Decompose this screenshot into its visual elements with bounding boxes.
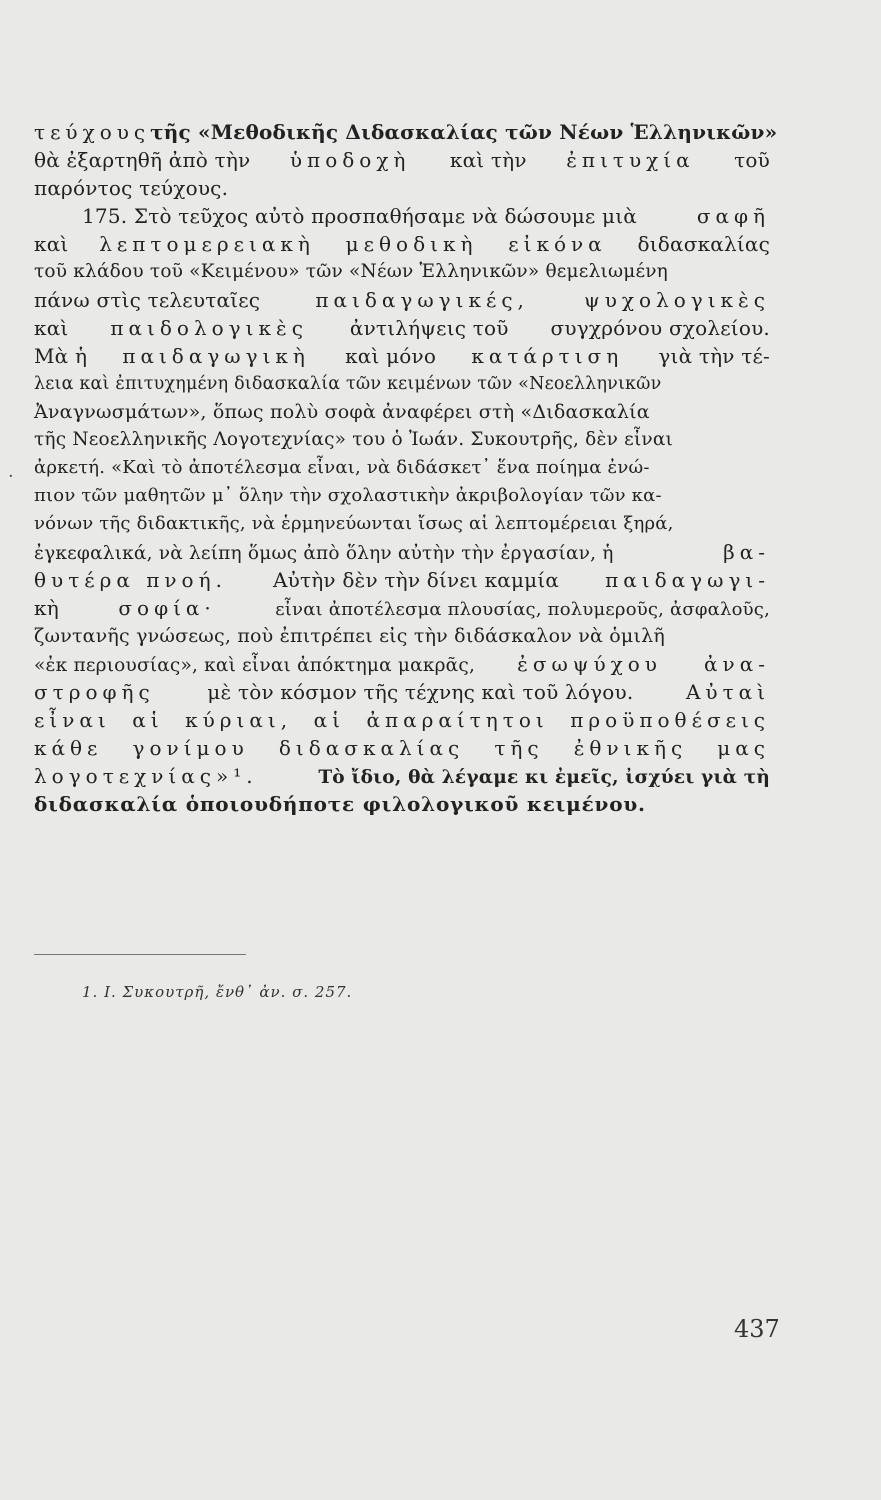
- text-line: [34, 538, 770, 566]
- text-line: [34, 426, 770, 454]
- line-segment: καὶ: [34, 316, 69, 340]
- text-line: [34, 650, 770, 678]
- text-line: [34, 622, 770, 650]
- text-line: [34, 258, 770, 286]
- line-segment: ψυχολογικὲς: [584, 288, 770, 312]
- line-segment: νόνων τῆς διδακτικῆς, νὰ ἑρμηνεύωνται ἴσως αἱ λεπτομέρειαι ξηρά,: [34, 513, 674, 534]
- line-segment: μεθοδικὴ: [345, 232, 478, 256]
- line-segment: τοῦ κλάδου τοῦ «Κειμένου» τῶν «Νέων Ἑλληνικῶν» θεμελιωμένη: [34, 261, 668, 282]
- line-segment: ἐσωψύχου: [517, 652, 662, 676]
- text-line: [34, 314, 770, 342]
- line-segment: «ἐκ περιουσίας», καὶ εἶναι ἀπόκτημα μακρᾶς,: [34, 655, 476, 676]
- page-number: 437: [734, 1315, 780, 1343]
- line-segment: τῆς «Μεθοδικῆς Διδασκαλίας τῶν Νέων Ἑλληνικῶν»: [150, 120, 778, 144]
- line-segment: θυτέρα πνοή.: [34, 568, 227, 592]
- line-segment: παιδαγωγικές,: [315, 288, 529, 312]
- line-segment: διδασκαλία ὁποιουδήποτε φιλολογικοῦ κειμένου.: [34, 792, 646, 816]
- text-line: [34, 146, 770, 174]
- line-segment: κύριαι,: [185, 708, 293, 732]
- text-line: [34, 734, 770, 762]
- line-segment: αἱ: [132, 708, 164, 732]
- footnote-divider: [34, 954, 246, 955]
- line-segment: τῆς Νεοελληνικῆς Λογοτεχνίας» του ὁ Ἰωάν. Συκουτρῆς, δὲν εἶναι: [34, 429, 674, 450]
- line-segment: γιὰ τὴν τέ-: [658, 344, 770, 368]
- line-segment: βα-: [723, 540, 770, 564]
- line-segment: ἀντιλήψεις τοῦ: [349, 316, 509, 340]
- text-line: [34, 286, 770, 314]
- line-segment: παρόντος τεύχους.: [34, 176, 229, 200]
- line-segment: λογοτεχνίας»¹.: [34, 764, 258, 788]
- line-segment: προϋποθέσεις: [570, 708, 770, 732]
- line-segment: σαφῆ: [696, 204, 770, 228]
- page-text: [34, 118, 778, 818]
- line-segment: συγχρόνου σχολείου.: [550, 316, 770, 340]
- text-line: [34, 482, 770, 510]
- text-line: [34, 454, 770, 482]
- line-segment: κὴ: [34, 596, 59, 620]
- text-line: [34, 230, 770, 258]
- line-segment: ἀπαραίτητοι: [366, 708, 549, 732]
- text-line: [34, 342, 770, 370]
- line-segment: Τὸ ἴδιο, θὰ λέγαμε κι ἐμεῖς, ἰσχύει γιὰ τὴ: [318, 767, 770, 788]
- line-segment: στροφῆς: [34, 680, 155, 704]
- line-segment: καὶ: [34, 232, 69, 256]
- line-segment: εἶναι ἀποτέλεσμα πλουσίας, πολυμεροῦς, ἀσφαλοῦς,: [275, 599, 770, 620]
- line-segment: Αὐτὴν δὲν τὴν δίνει καμμία: [272, 568, 560, 592]
- line-segment: διδασκαλίας: [278, 736, 465, 760]
- line-segment: τῆς: [494, 736, 544, 760]
- line-segment: αἱ: [313, 708, 345, 732]
- line-segment: ζωντανῆς γνώσεως, ποὺ ἐπιτρέπει εἰς τὴν διδάσκαλον νὰ ὁμιλῆ: [34, 625, 665, 647]
- binding-mark: ·: [8, 466, 14, 487]
- text-line: [34, 202, 770, 230]
- line-segment: μας: [717, 736, 770, 760]
- line-segment: καὶ μόνο: [345, 344, 437, 368]
- line-segment: τεύχους: [34, 120, 151, 144]
- line-segment: πάνω στὶς τελευταῖες: [34, 288, 261, 312]
- line-segment: διδασκαλίας: [637, 232, 770, 256]
- text-line: [34, 174, 770, 202]
- line-segment: ἐπιτυχία: [566, 148, 695, 172]
- text-line: [34, 678, 770, 706]
- line-segment: παιδαγωγι-: [605, 568, 770, 592]
- line-segment: ὑποδοχὴ: [289, 148, 411, 172]
- line-segment: τοῦ: [734, 148, 770, 172]
- line-segment: εἶναι: [34, 708, 111, 732]
- text-line: [34, 510, 770, 538]
- line-segment: παιδαγωγικὴ: [122, 344, 310, 368]
- text-line: [34, 118, 778, 146]
- text-line: [34, 762, 770, 790]
- text-line: [34, 706, 770, 734]
- text-line: [34, 370, 770, 398]
- line-segment: εἰκόνα: [508, 232, 607, 256]
- footnote: 1. Ι. Συκουτρῆ, ἔνθ᾿ ἀν. σ. 257.: [82, 983, 353, 1001]
- text-line: [34, 594, 770, 622]
- line-segment: γονίμου: [132, 736, 249, 760]
- line-segment: κατάρτιση: [471, 344, 624, 368]
- line-segment: κάθε: [34, 736, 103, 760]
- text-line: [34, 790, 770, 818]
- line-segment: πιον τῶν μαθητῶν μ᾿ ὅλην τὴν σχολαστικὴν ἀκριβολογίαν τῶν κα-: [34, 485, 662, 506]
- line-segment: ἀρκετή. «Καὶ τὸ ἀποτέλεσμα εἶναι, νὰ διδάσκετ᾿ ἕνα ποίημα ἐνώ-: [34, 457, 650, 478]
- line-segment: λεια καὶ ἐπιτυχημένη διδασκαλία τῶν κειμένων τῶν «Νεοελληνικῶν: [34, 374, 662, 394]
- line-segment: ἀνα-: [704, 652, 770, 676]
- line-segment: καὶ τὴν: [449, 148, 527, 172]
- line-segment: σοφία·: [118, 596, 216, 620]
- text-line: [34, 398, 770, 426]
- line-segment: 175. Στὸ τεῦχος αὐτὸ προσπαθήσαμε νὰ δώσουμε μιὰ: [82, 204, 637, 228]
- line-segment: Ἀναγνωσμάτων», ὅπως πολὺ σοφὰ ἀναφέρει στὴ «Διδασκαλία: [34, 401, 650, 423]
- line-segment: ἐθνικῆς: [573, 736, 688, 760]
- line-segment: ἐγκεφαλικά, νὰ λείπη ὅμως ἀπὸ ὅλην αὐτὴν τὴν ἐργασίαν, ἡ: [34, 543, 614, 564]
- line-segment: παιδολογικὲς: [110, 316, 308, 340]
- line-segment: Αὐταὶ: [685, 680, 770, 704]
- line-segment: λεπτομερειακὴ: [99, 232, 315, 256]
- line-segment: Μὰ ἡ: [34, 344, 88, 368]
- line-segment: μὲ τὸν κόσμον τῆς τέχνης καὶ τοῦ λόγου.: [207, 680, 634, 704]
- line-segment: θὰ ἐξαρτηθῆ ἀπὸ τὴν: [34, 148, 251, 172]
- text-line: [34, 566, 770, 594]
